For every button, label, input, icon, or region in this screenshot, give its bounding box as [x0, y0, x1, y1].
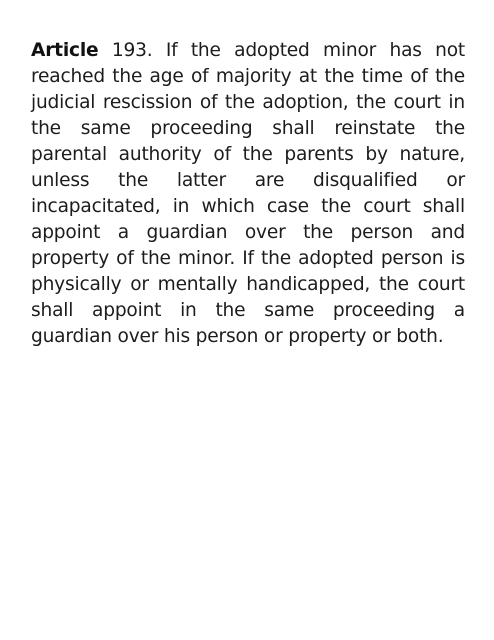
article-body: If the adopted minor has not reached the age of majority at the time of the judicial rescission of the adoption, the court in the same proceeding shall reinstate the parental authority of the parents by nature, unless the latter are disqualified or incapacitated, in which case the court shall appoint a guardian over the person and property of the minor. If the adopted person is physically or mentally handicapped, the court shall appoint in the same proceeding a guardian over his person or property or both. [31, 40, 465, 347]
article-paragraph [31, 38, 465, 350]
article-label: Article [31, 40, 99, 61]
article-number: 193. [111, 40, 153, 61]
